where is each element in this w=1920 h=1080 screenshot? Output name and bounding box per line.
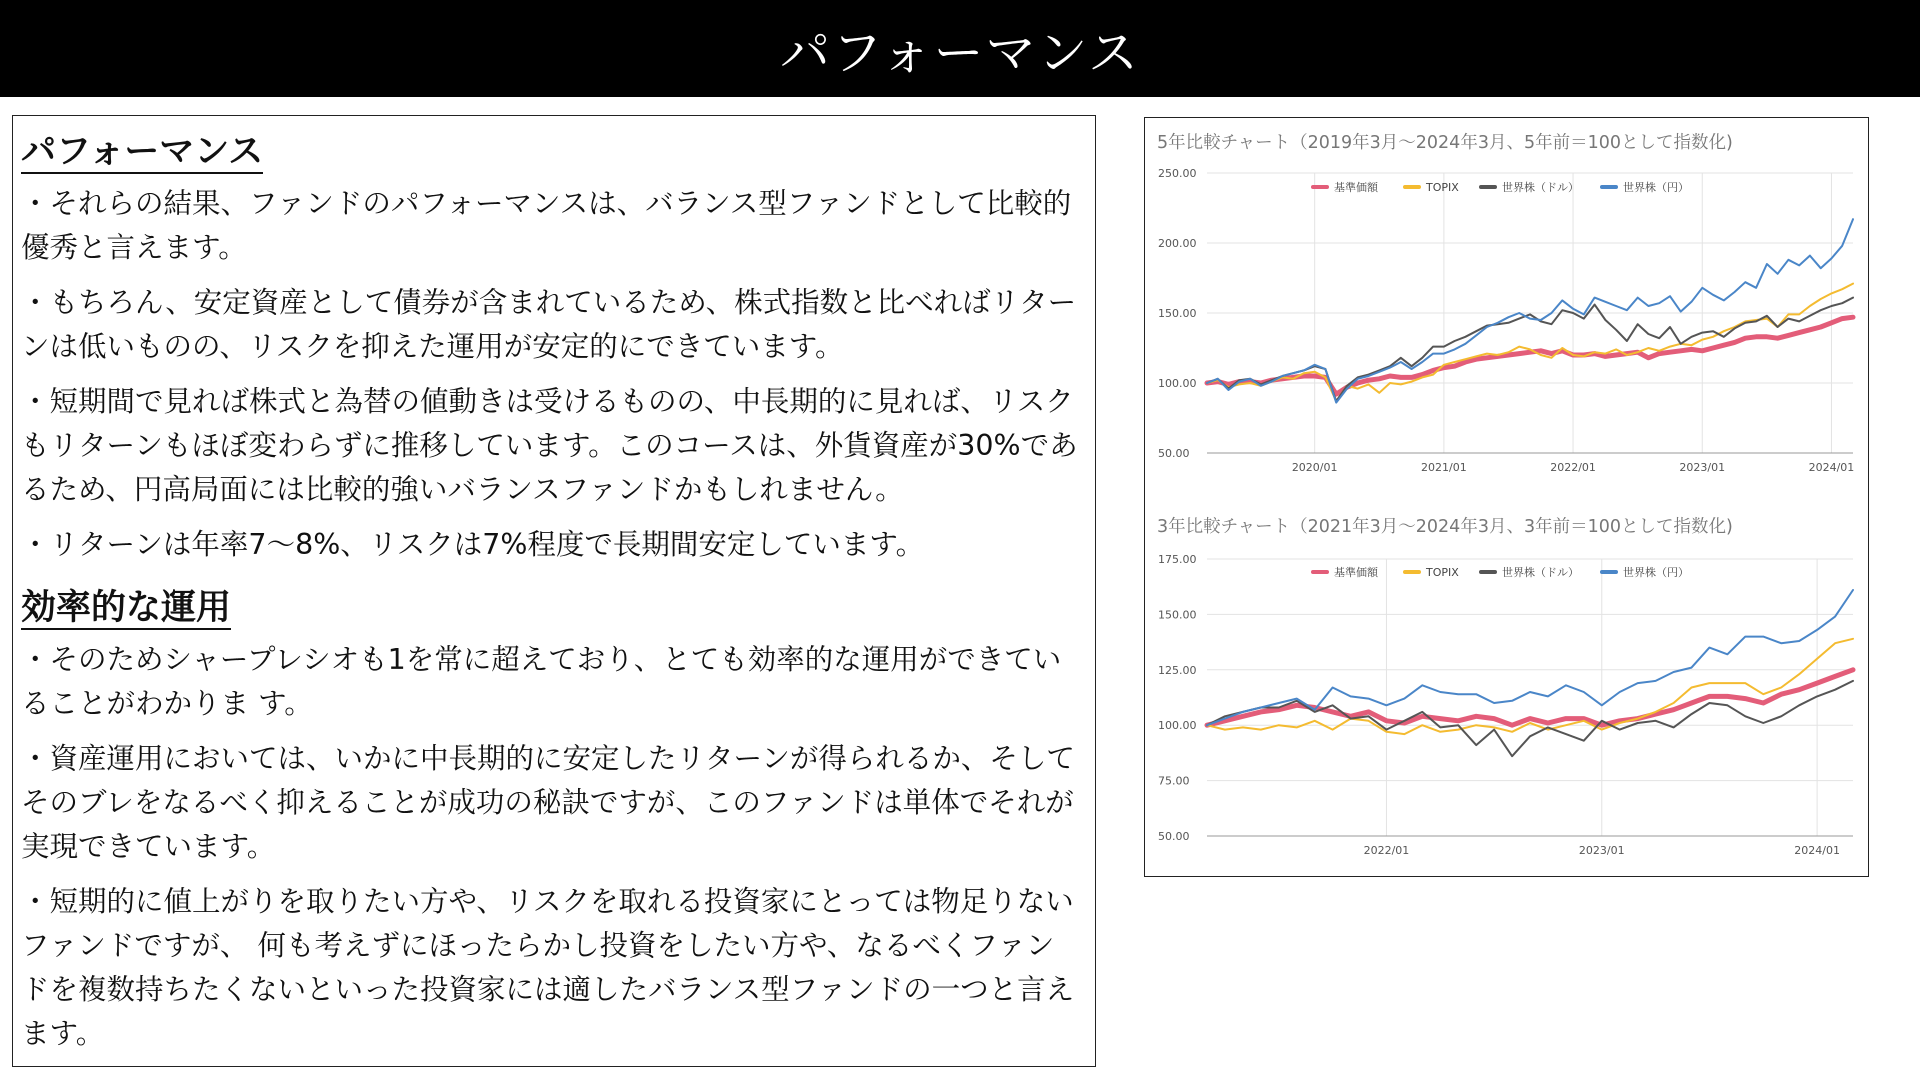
series-line xyxy=(1207,670,1853,725)
y-tick-label: 150.00 xyxy=(1158,608,1197,622)
x-tick-label: 2024/01 xyxy=(1808,461,1855,474)
legend-label: 世界株（ドル） xyxy=(1502,181,1579,194)
x-tick-label: 2022/01 xyxy=(1550,461,1596,474)
legend-label: 世界株（ドル） xyxy=(1502,566,1579,579)
x-tick-label: 2022/01 xyxy=(1363,844,1410,857)
legend-label: 世界株（円） xyxy=(1623,181,1689,194)
paragraph: ・短期的に値上がりを取りたい方や、リスクを取れる投資家にとっては物足りないファンドですが、 何も考えずにほったらかし投資をしたい方や、なるべくファンドを複数持ちたくないといった投資家には適したバランス型ファンドの一つと言えます。 xyxy=(21,885,1075,1050)
paragraph: ・リターンは年率7〜8%、リスクは7%程度で長期間安定しています。 xyxy=(21,528,925,561)
chart-panel xyxy=(1144,117,1869,877)
y-tick-label: 100.00 xyxy=(1158,377,1197,390)
x-tick-label: 2021/01 xyxy=(1421,461,1467,474)
paragraph: ・もちろん、安定資産として債券が含まれているため、株式指数と比べればリターンは低いものの、リスクを抑えた運用が安定的にできています。 xyxy=(21,286,1077,363)
y-tick-label: 150.00 xyxy=(1158,307,1197,320)
chart-title: 5年比較チャート（2019年3月〜2024年3月、5年前＝100として指数化) xyxy=(1157,133,1733,153)
legend-label: 世界株（円） xyxy=(1623,566,1689,579)
y-tick-label: 75.00 xyxy=(1158,774,1190,788)
legend-label: 基準価額 xyxy=(1334,566,1378,579)
paragraph: ・それらの結果、ファンドのパフォーマンスは、バランス型ファンドとして比較的優秀と言えます。 xyxy=(21,187,1072,264)
x-tick-label: 2023/01 xyxy=(1578,844,1625,857)
legend-label: TOPIX xyxy=(1426,181,1459,194)
paragraph: ・短期間で見れば株式と為替の値動きは受けるものの、中長期的に見れば、リスクもリターンもほぼ変わらずに推移しています。このコースは、外貨資産が30%であるため、円高局面には比較的強いバランスファンドかもしれません。 xyxy=(21,385,1078,506)
series-line xyxy=(1207,284,1853,402)
y-tick-label: 100.00 xyxy=(1158,719,1197,733)
paragraph: ・そのためシャープレシオも1を常に超えており、とても効率的な運用ができていることがわかりま す。 xyxy=(21,643,1062,720)
chart-title: 3年比較チャート（2021年3月〜2024年3月、3年前＝100として指数化) xyxy=(1157,517,1733,537)
page-title: パフォーマンス xyxy=(780,23,1140,82)
x-tick-label: 2023/01 xyxy=(1679,461,1726,474)
paragraph: ・資産運用においては、いかに中長期的に安定したリターンが得られるか、そしてそのブレをなるべく抑えることが成功の秘訣ですが、このファンドは単体でそれが実現できています。 xyxy=(21,742,1075,863)
y-tick-label: 250.00 xyxy=(1158,167,1197,180)
charts-svg xyxy=(1145,118,1867,875)
x-tick-label: 2024/01 xyxy=(1794,844,1840,857)
section-heading-performance: パフォーマンス xyxy=(21,132,264,172)
text-panel xyxy=(12,115,1096,1067)
y-tick-label: 125.00 xyxy=(1158,663,1197,677)
y-tick-label: 175.00 xyxy=(1158,553,1197,566)
y-tick-label: 50.00 xyxy=(1158,447,1190,460)
legend-label: TOPIX xyxy=(1426,566,1459,579)
chart-1 xyxy=(1157,132,1854,474)
legend-label: 基準価額 xyxy=(1334,181,1378,194)
x-tick-label: 2020/01 xyxy=(1291,461,1338,474)
section-heading-efficiency: 効率的な運用 xyxy=(21,588,232,628)
y-tick-label: 200.00 xyxy=(1158,237,1197,250)
chart-2 xyxy=(1157,516,1853,857)
y-tick-label: 50.00 xyxy=(1158,830,1190,843)
page-header xyxy=(0,0,1920,97)
